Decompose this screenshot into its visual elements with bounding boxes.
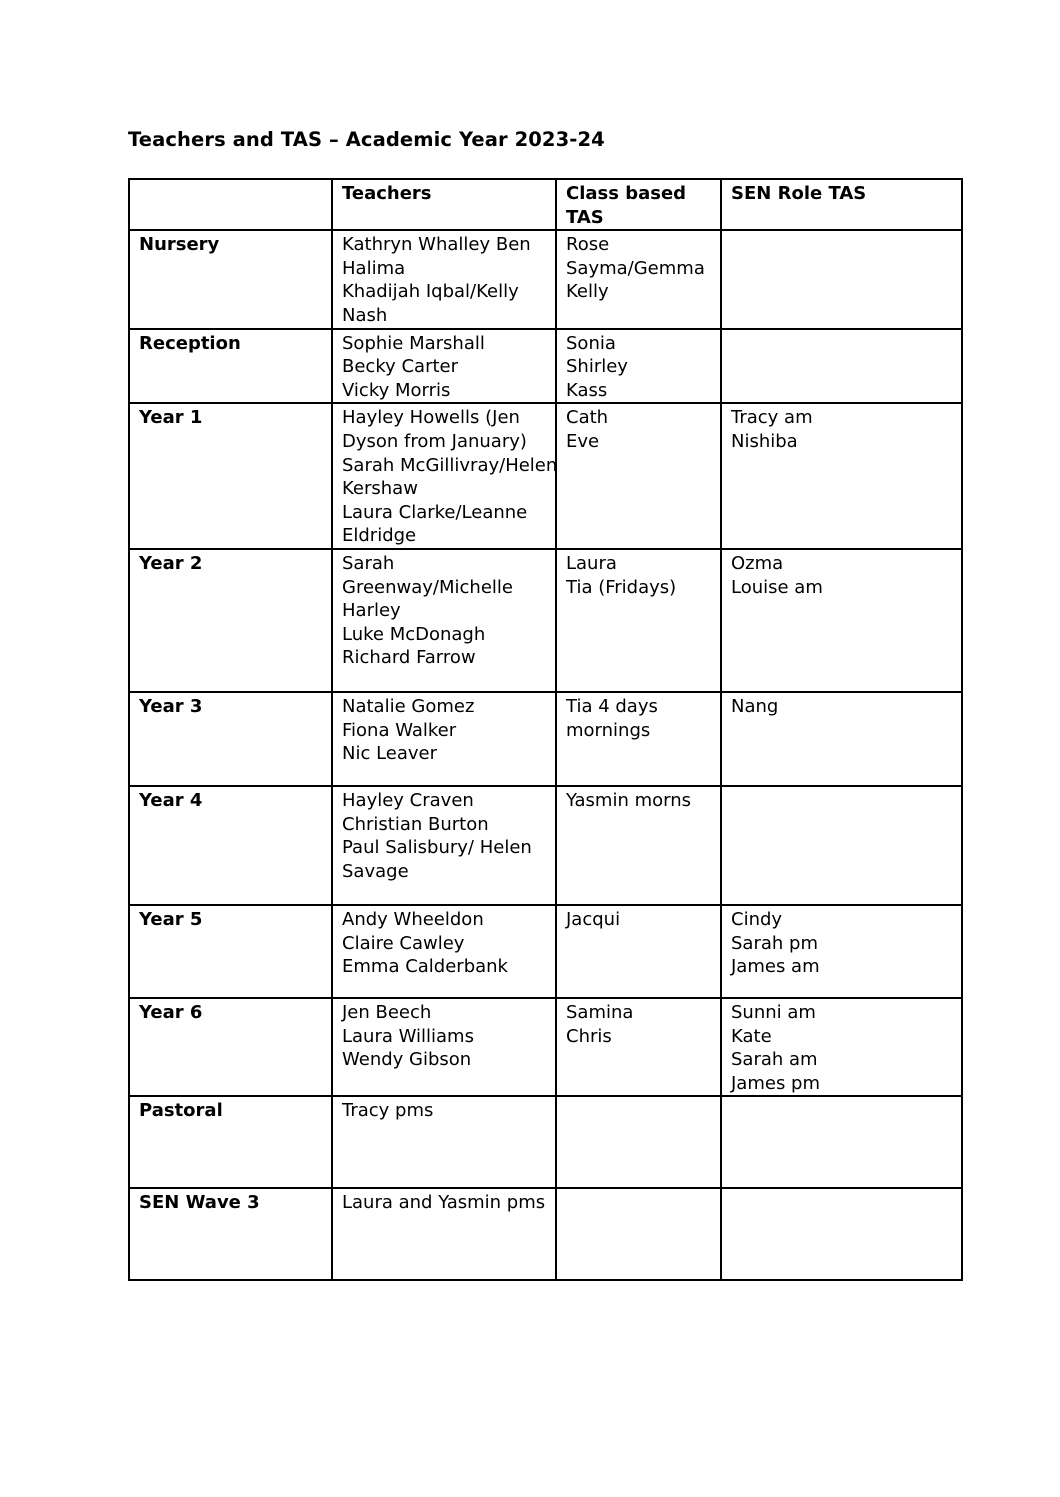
- sen-tas-cell: [721, 1096, 962, 1188]
- header-teachers: [332, 179, 556, 230]
- teachers-cell: [332, 998, 556, 1096]
- class-tas-cell: [556, 905, 721, 998]
- cell-line: Richard Farrow: [342, 647, 476, 669]
- cell-line: Cindy: [731, 908, 783, 930]
- table-row: [129, 1188, 962, 1280]
- sen-tas-cell: [721, 403, 962, 549]
- row-label: Year 4: [129, 786, 332, 905]
- class-tas-cell: [556, 230, 721, 328]
- teachers-cell: [332, 1096, 556, 1188]
- table-row: [129, 1096, 962, 1188]
- document-title: Teachers and TAS – Academic Year 2023-24: [128, 128, 605, 151]
- teachers-cell: [332, 549, 556, 692]
- row-label: Year 5: [129, 905, 332, 998]
- cell-line: Sarah pm: [731, 932, 818, 954]
- cell-line: Dyson from January): [342, 430, 527, 452]
- teachers-cell: [332, 905, 556, 998]
- cell-line: Louise am: [731, 576, 823, 598]
- teachers-cell: [332, 692, 556, 786]
- class-tas-cell: [556, 1096, 721, 1188]
- cell-line: Emma Calderbank: [342, 956, 508, 978]
- cell-line: Sarah: [342, 552, 395, 574]
- cell-line: Kate: [731, 1025, 772, 1047]
- cell-line: Ozma: [731, 552, 784, 574]
- cell-line: Kathryn Whalley Ben: [342, 234, 531, 256]
- class-tas-cell: [556, 786, 721, 905]
- sen-tas-cell: [721, 692, 962, 786]
- cell-line: Hayley Howells (Jen: [342, 407, 520, 429]
- cell-line: Nang: [731, 695, 779, 717]
- class-tas-cell: [556, 329, 721, 404]
- row-label: Reception: [129, 329, 332, 404]
- class-tas-cell: [556, 692, 721, 786]
- cell-line: Sunni am: [731, 1001, 816, 1023]
- sen-tas-cell: [721, 230, 962, 328]
- table-row: [129, 998, 962, 1096]
- cell-line: Khadijah Iqbal/Kelly: [342, 281, 519, 303]
- cell-line: Laura Williams: [342, 1025, 474, 1047]
- cell-line: Nic Leaver: [342, 743, 438, 765]
- cell-line: Kelly: [566, 281, 609, 303]
- cell-line: Paul Salisbury/ Helen: [342, 837, 532, 859]
- class-tas-cell: [556, 998, 721, 1096]
- row-label: Year 6: [129, 998, 332, 1096]
- cell-line: Class based: [566, 183, 687, 204]
- cell-line: Fiona Walker: [342, 719, 457, 741]
- cell-line: Savage: [342, 860, 409, 882]
- header-class-based-tas: [556, 179, 721, 230]
- cell-line: Wendy Gibson: [342, 1049, 472, 1071]
- cell-line: Natalie Gomez: [342, 695, 475, 717]
- sen-tas-cell: [721, 905, 962, 998]
- table-row: [129, 786, 962, 905]
- cell-line: Eve: [566, 430, 600, 452]
- teachers-cell: [332, 403, 556, 549]
- sen-tas-cell: [721, 1188, 962, 1280]
- cell-line: Sarah McGillivray/Helen: [342, 454, 558, 476]
- cell-line: Kershaw: [342, 478, 418, 500]
- cell-line: Andy Wheeldon: [342, 908, 484, 930]
- table-header-row: [129, 179, 962, 230]
- table-row: [129, 230, 962, 328]
- sen-tas-cell: [721, 786, 962, 905]
- cell-line: Vicky Morris: [342, 379, 451, 401]
- sen-tas-cell: [721, 329, 962, 404]
- cell-line: Tracy pms: [342, 1100, 434, 1122]
- cell-line: Sarah am: [731, 1049, 818, 1071]
- table-row: [129, 905, 962, 998]
- teachers-cell: [332, 230, 556, 328]
- cell-line: Sophie Marshall: [342, 332, 485, 354]
- row-label: Nursery: [129, 230, 332, 328]
- header-empty-cell: [129, 179, 332, 230]
- cell-line: Greenway/Michelle: [342, 576, 513, 598]
- cell-line: Eldridge: [342, 525, 417, 547]
- cell-line: Tracy am: [731, 407, 813, 429]
- cell-line: Becky Carter: [342, 356, 459, 378]
- cell-line: Jen Beech: [342, 1001, 432, 1023]
- row-label: Year 1: [129, 403, 332, 549]
- table-row: [129, 549, 962, 692]
- cell-line: Shirley: [566, 356, 628, 378]
- cell-line: Chris: [566, 1025, 612, 1047]
- row-label: SEN Wave 3: [129, 1188, 332, 1280]
- cell-line: Jacqui: [566, 908, 621, 930]
- cell-line: Harley: [342, 600, 401, 622]
- cell-line: James am: [731, 956, 820, 978]
- cell-line: Yasmin morns: [566, 789, 692, 811]
- cell-line: TAS: [566, 206, 604, 228]
- teachers-cell: [332, 786, 556, 905]
- cell-line: Sonia: [566, 332, 616, 354]
- row-label: Year 3: [129, 692, 332, 786]
- cell-line: Laura Clarke/Leanne: [342, 501, 528, 523]
- cell-line: Cath: [566, 407, 609, 429]
- cell-line: Nash: [342, 304, 388, 326]
- cell-line: Sayma/Gemma: [566, 257, 705, 279]
- class-tas-cell: [556, 1188, 721, 1280]
- table-row: [129, 403, 962, 549]
- cell-line: Tia 4 days: [566, 695, 658, 717]
- staff-table: [128, 178, 963, 1281]
- cell-line: Samina: [566, 1001, 634, 1023]
- cell-line: Laura: [566, 552, 617, 574]
- cell-line: Teachers: [342, 183, 432, 204]
- cell-line: Christian Burton: [342, 813, 489, 835]
- cell-line: Rose: [566, 234, 610, 256]
- class-tas-cell: [556, 549, 721, 692]
- teachers-cell: [332, 1188, 556, 1280]
- cell-line: James pm: [731, 1072, 821, 1094]
- cell-line: Halima: [342, 257, 406, 279]
- row-label: Pastoral: [129, 1096, 332, 1188]
- sen-tas-cell: [721, 549, 962, 692]
- cell-line: Claire Cawley: [342, 932, 465, 954]
- cell-line: Luke McDonagh: [342, 623, 486, 645]
- class-tas-cell: [556, 403, 721, 549]
- row-label: Year 2: [129, 549, 332, 692]
- cell-line: Laura and Yasmin pms: [342, 1192, 546, 1214]
- cell-line: SEN Role TAS: [731, 183, 867, 204]
- cell-line: Nishiba: [731, 430, 798, 452]
- cell-line: Hayley Craven: [342, 789, 474, 811]
- sen-tas-cell: [721, 998, 962, 1096]
- cell-line: Tia (Fridays): [566, 576, 677, 598]
- cell-line: mornings: [566, 719, 651, 741]
- table-row: [129, 692, 962, 786]
- header-sen-role-tas: [721, 179, 962, 230]
- table-row: [129, 329, 962, 404]
- cell-line: Kass: [566, 379, 608, 401]
- teachers-cell: [332, 329, 556, 404]
